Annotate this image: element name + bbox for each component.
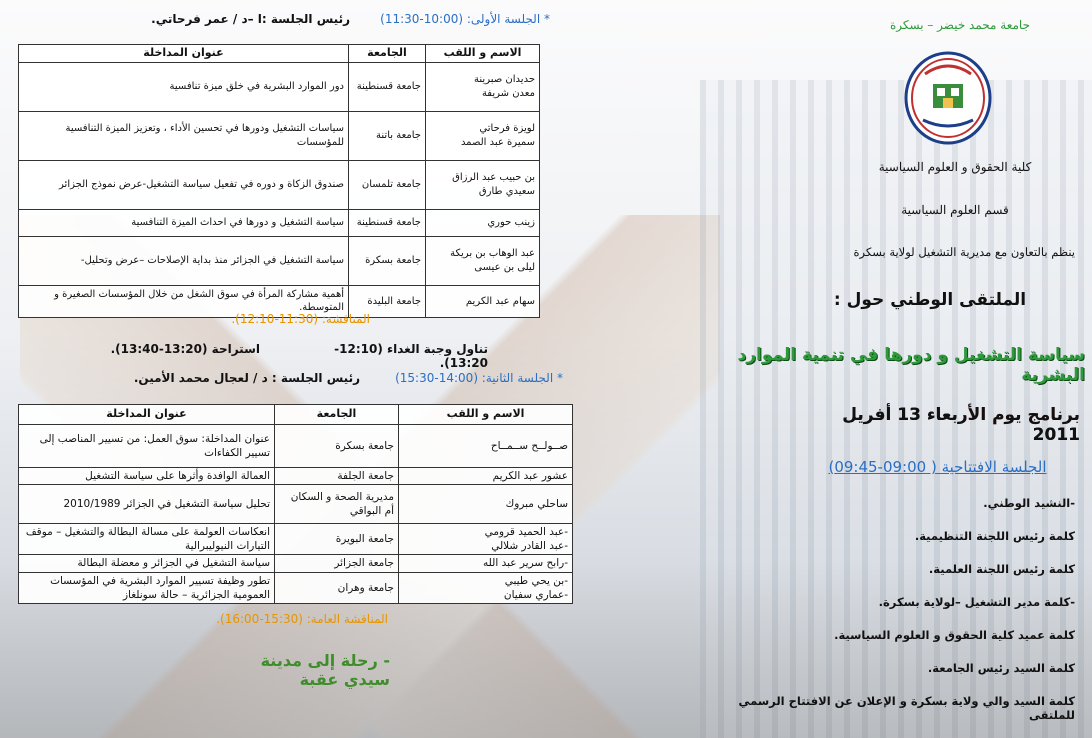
presenter-name: عشور عبد الكريم (492, 469, 568, 482)
col-header-title: عنوان المداخلة (19, 405, 275, 425)
presenter-name: -عماري سفيان (503, 588, 568, 601)
col-header-university: الجامعة (275, 405, 399, 425)
presenter-name: ليلى بن عيسى (474, 261, 535, 273)
table-header-row (19, 405, 573, 425)
presenter-name: سعيدي طارق (478, 185, 535, 197)
cell-university: مديرية الصحة و السكان أم البواقي (275, 485, 399, 524)
program-date (790, 405, 1080, 445)
cell-title: عنوان المداخلة: سوق العمل: من تسيير المناصب إلى تسيير الكفاءات (19, 424, 275, 467)
table-row (19, 62, 540, 111)
presenter-name: معدن شريفة (481, 87, 535, 99)
table-row (19, 555, 573, 572)
session2-table (18, 404, 573, 604)
session1-discussion: المناقشة: (11:30-12:10). (231, 312, 370, 326)
session1-label: * الجلسة الأولى: (10:00-11:30) (380, 12, 550, 26)
opening-item: -كلمة مدير التشغيل –لولاية بسكرة. (878, 595, 1075, 609)
opening-item: كلمة السيد رئيس الجامعة. (927, 661, 1075, 675)
cell-title: سياسات التشغيل ودورها في تحسين الأداء ، وتعزيز الميزة التنافسية للمؤسسات (19, 111, 349, 160)
program-date-text: برنامج يوم الأربعاء 13 أفريل 2011 (842, 405, 1080, 445)
table-row (19, 424, 573, 467)
cell-names (399, 524, 573, 555)
cell-university: جامعة الجلفة (275, 467, 399, 484)
table-row (19, 524, 573, 555)
cell-title: سياسة التشغيل في الجزائر منذ بداية الإصلاحات –عرض وتحليل- (19, 236, 349, 285)
department-name: قسم العلوم السياسية (901, 203, 1009, 217)
presenter-name: -عبد القادر شلالي (491, 540, 568, 553)
col-header-name: الاسم و اللقب (426, 45, 540, 63)
cell-university: جامعة قسنطينة (349, 209, 426, 236)
cell-university: جامعة بسكرة (349, 236, 426, 285)
table-row (19, 572, 573, 603)
table-row (19, 485, 573, 524)
cell-names (426, 285, 540, 317)
cell-names (426, 160, 540, 209)
general-discussion: المناقشة العامة: (15:30-16:00). (216, 612, 388, 626)
presenter-name: لويزة فرحاتي (479, 123, 535, 135)
table-header-row (19, 45, 540, 63)
cell-names (426, 209, 540, 236)
cell-names (399, 555, 573, 572)
cell-names (399, 572, 573, 603)
cell-names (426, 62, 540, 111)
presenter-name: بن حبيب عبد الرزاق (452, 172, 535, 184)
faculty-name: كلية الحقوق و العلوم السياسية (878, 160, 1032, 174)
col-header-title: عنوان المداخلة (19, 45, 349, 63)
cell-university: جامعة البويرة (275, 524, 399, 555)
table-row (19, 160, 540, 209)
table-row (19, 467, 573, 484)
cell-title: تحليل سياسة التشغيل في الجزائر 2010/1989 (19, 485, 275, 524)
opening-item: -النشيد الوطني. (983, 496, 1075, 510)
cell-title: سياسة التشغيل و دورها في احداث الميزة التنافسية (19, 209, 349, 236)
forum-title: سياسة التشغيل و دورها في تنمية الموارد البشرية (737, 345, 1085, 385)
presenter-name: -عبد الحميد قرومي (484, 526, 568, 539)
table-row (19, 236, 540, 285)
university-name: جامعة محمد خيضر – بسكرة (889, 18, 1031, 32)
cell-university: جامعة تلمسان (349, 160, 426, 209)
opening-session-title: الجلسة الافتتاحية ( 09:00-09:45) (828, 458, 1047, 476)
cell-university: جامعة الجزائر (275, 555, 399, 572)
cell-university: جامعة وهران (275, 572, 399, 603)
presenter-name: سهام عبد الكريم (465, 295, 535, 307)
cell-names (426, 111, 540, 160)
session2-chair: رئيس الجلسة : د / لعجال محمد الأمين. (133, 371, 360, 385)
presenter-name: زينب حوري (487, 217, 535, 229)
university-seal-icon (903, 50, 993, 146)
organizer-line: ينظم بالتعاون مع مديرية التشغيل لولاية بسكرة (853, 245, 1075, 259)
cell-names (399, 467, 573, 484)
presenter-name: عبد الوهاب بن بريكة (450, 248, 535, 260)
presenter-name: حديدان صبرينة (474, 74, 535, 86)
presenter-name: صــولــح ســمــاح (490, 439, 568, 452)
opening-item: كلمة السيد والي ولاية بسكرة و الإعلان عن الافتتاح الرسمي للملتقى (738, 694, 1075, 722)
university-logo (903, 50, 993, 146)
col-header-name: الاسم و اللقب (399, 405, 573, 425)
cell-title: دور الموارد البشرية في خلق ميزة تنافسية (19, 62, 349, 111)
cell-names (399, 485, 573, 524)
col-header-university: الجامعة (349, 45, 426, 63)
cell-university: جامعة قسنطينة (349, 62, 426, 111)
cell-title: صندوق الزكاة و دوره في تفعيل سياسة التشغيل-عرض نموذج الجزائر (19, 160, 349, 209)
session2-label: * الجلسة الثانية: (14:00-15:30) (395, 371, 563, 385)
session1-table (18, 44, 540, 318)
cell-university: جامعة باتنة (349, 111, 426, 160)
cell-title: انعكاسات العولمة على مسالة البطالة والتشغيل – موقف التيارات النيوليبرالية (19, 524, 275, 555)
opening-item: كلمة رئيس اللجنة التنظيمية. (914, 529, 1075, 543)
presenter-name: -بن يحي طيبي (504, 574, 568, 587)
cell-university: جامعة بسكرة (275, 424, 399, 467)
opening-item: كلمة عميد كلية الحقوق و العلوم السياسية. (834, 628, 1075, 642)
cell-university: جامعة البليدة (349, 285, 426, 317)
opening-item: كلمة رئيس اللجنة العلمية. (928, 562, 1075, 576)
rest-break: استراحة (13:20-13:40). (110, 342, 260, 356)
presenter-name: ساحلي مبروك (505, 497, 568, 510)
cell-names (426, 236, 540, 285)
session1-chair: رئيس الجلسة :ا –د / عمر فرحاتي. (151, 12, 350, 26)
table-row (19, 209, 540, 236)
cell-title: سياسة التشغيل في الجزائر و معضلة البطالة (19, 555, 275, 572)
presenter-name: سميرة عبد الصمد (460, 136, 535, 148)
lunch-break: تناول وجبة الغداء (12:10-13:20). (334, 342, 488, 370)
cell-title: أهمية مشاركة المرأة في سوق الشغل من خلال المؤسسات الصغيرة و المتوسطة. (19, 285, 349, 317)
forum-label: الملتقى الوطني حول : (833, 290, 1027, 310)
cell-title: تطور وظيفة تسيير الموارد البشرية في المؤسسات العمومية الجزائرية – حالة سونلغاز (19, 572, 275, 603)
presenter-name: -رابح سرير عبد الله (483, 557, 568, 570)
opening-items (690, 496, 1075, 722)
cell-title: العمالة الوافدة وأثرها على سياسة التشغيل (19, 467, 275, 484)
cell-names (399, 424, 573, 467)
table-row (19, 111, 540, 160)
trip-line: - رحلة إلى مدينة سيدي عقبة (260, 651, 390, 689)
